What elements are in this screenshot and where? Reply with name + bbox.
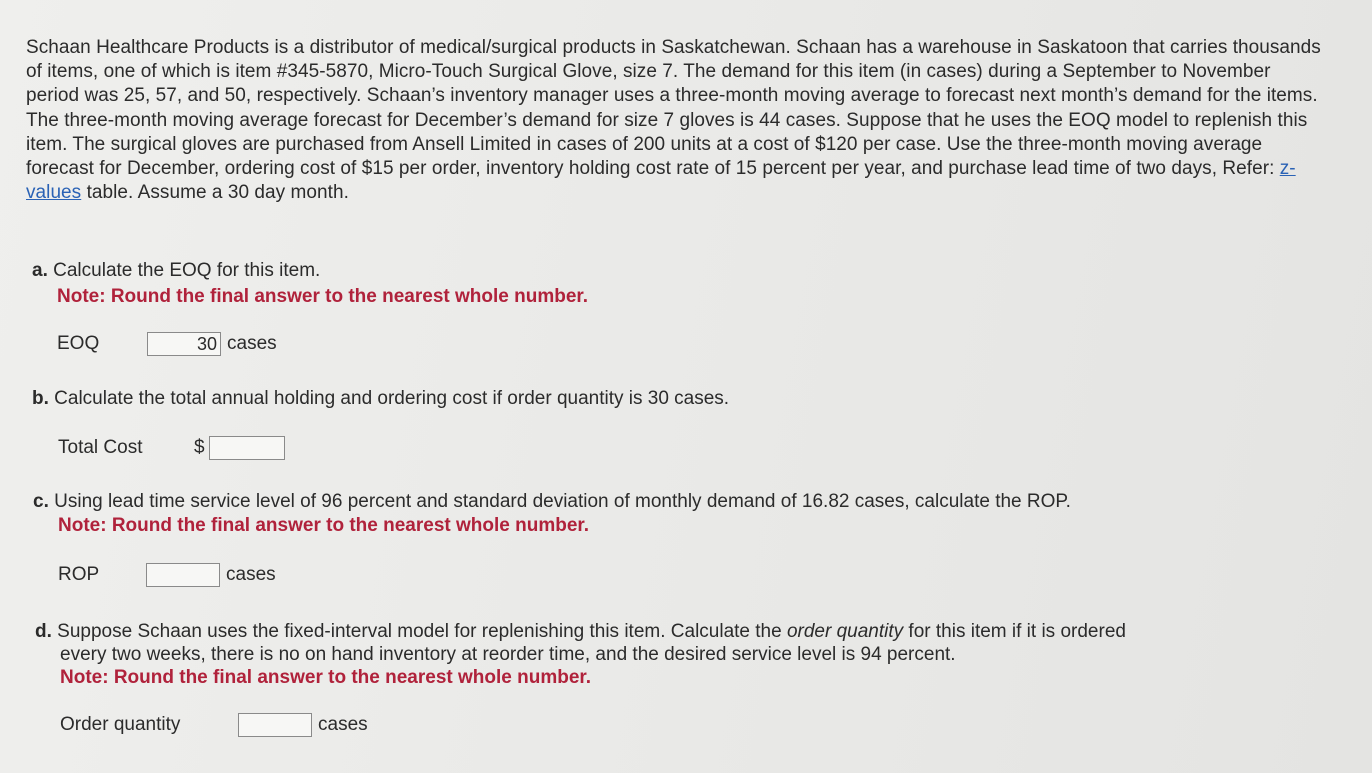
total-cost-input[interactable] xyxy=(209,436,285,460)
eoq-input[interactable]: 30 xyxy=(147,332,221,356)
rop-answer-row xyxy=(58,563,276,587)
total-cost-currency: $ xyxy=(194,437,205,458)
question-a-note: Note: Round the final answer to the nearest whole number. xyxy=(57,286,589,307)
question-c-letter: c. xyxy=(33,491,49,512)
order-quantity-label: Order quantity xyxy=(60,714,181,735)
question-a xyxy=(32,259,1332,308)
question-d-italic: order quantity xyxy=(786,621,904,642)
question-a-letter: a. xyxy=(32,260,48,281)
rop-unit: cases xyxy=(226,564,276,585)
order-quantity-input[interactable] xyxy=(238,713,312,737)
question-b xyxy=(32,387,1332,410)
question-d-note: Note: Round the final answer to the nearest whole number. xyxy=(60,667,592,688)
question-d-text-line2: every two weeks, there is no on hand inventory at reorder time, and the desired service level is 94 percent. xyxy=(60,644,956,665)
rop-label: ROP xyxy=(58,564,100,585)
question-d-text-end: for this item if it is ordered xyxy=(903,621,1126,642)
order-quantity-unit: cases xyxy=(318,714,368,735)
question-d-text-start: Suppose Schaan uses the fixed-interval model for replenishing this item. Calculate the xyxy=(57,621,787,642)
z-values-link[interactable]: z-values xyxy=(26,158,1296,204)
question-c-note: Note: Round the final answer to the nearest whole number. xyxy=(58,515,590,536)
question-b-letter: b. xyxy=(32,388,49,409)
question-d-letter: d. xyxy=(35,621,52,642)
eoq-answer-row xyxy=(57,332,277,356)
question-c-text: Using lead time service level of 96 percent and standard deviation of monthly demand of 16.82 cases, calculate the ROP. xyxy=(54,491,1071,512)
problem-statement xyxy=(26,36,1326,205)
problem-text-start: Schaan Healthcare Products is a distributor of medical/surgical products in Saskatchewan. Schaan has a warehouse in Saskatoon that carries thousands of items, one of which is item #345-5870, Micro-Touch Surgical Glove, size 7. The demand for this item (in cases) during a September to November period was 25, 57, and 50, respectively. Schaan’s inventory manager uses a three-month moving average to forecast next month’s demand for the items. The three-month moving average forecast for December’s demand for size 7 gloves is 44 cases. Suppose that he uses the EOQ model to replenish this item. The surgical gloves are purchased from Ansell Limited in cases of 200 units at a cost of $120 per case. Use the three-month moving average forecast for December, ordering cost of $15 per order, inventory holding cost rate of 15 percent per year, and purchase lead time of two days, Refer: xyxy=(26,37,1321,180)
total-cost-answer-row xyxy=(58,436,285,460)
eoq-label: EOQ xyxy=(57,333,100,354)
question-d xyxy=(35,620,1335,689)
eoq-unit: cases xyxy=(227,333,277,354)
question-a-text: Calculate the EOQ for this item. xyxy=(53,260,321,281)
problem-text-end: table. Assume a 30 day month. xyxy=(81,182,349,204)
order-quantity-answer-row xyxy=(60,713,368,737)
question-b-text: Calculate the total annual holding and ordering cost if order quantity is 30 cases. xyxy=(54,388,730,409)
rop-input[interactable] xyxy=(146,563,220,587)
total-cost-label: Total Cost xyxy=(58,437,143,458)
question-c xyxy=(33,490,1333,537)
